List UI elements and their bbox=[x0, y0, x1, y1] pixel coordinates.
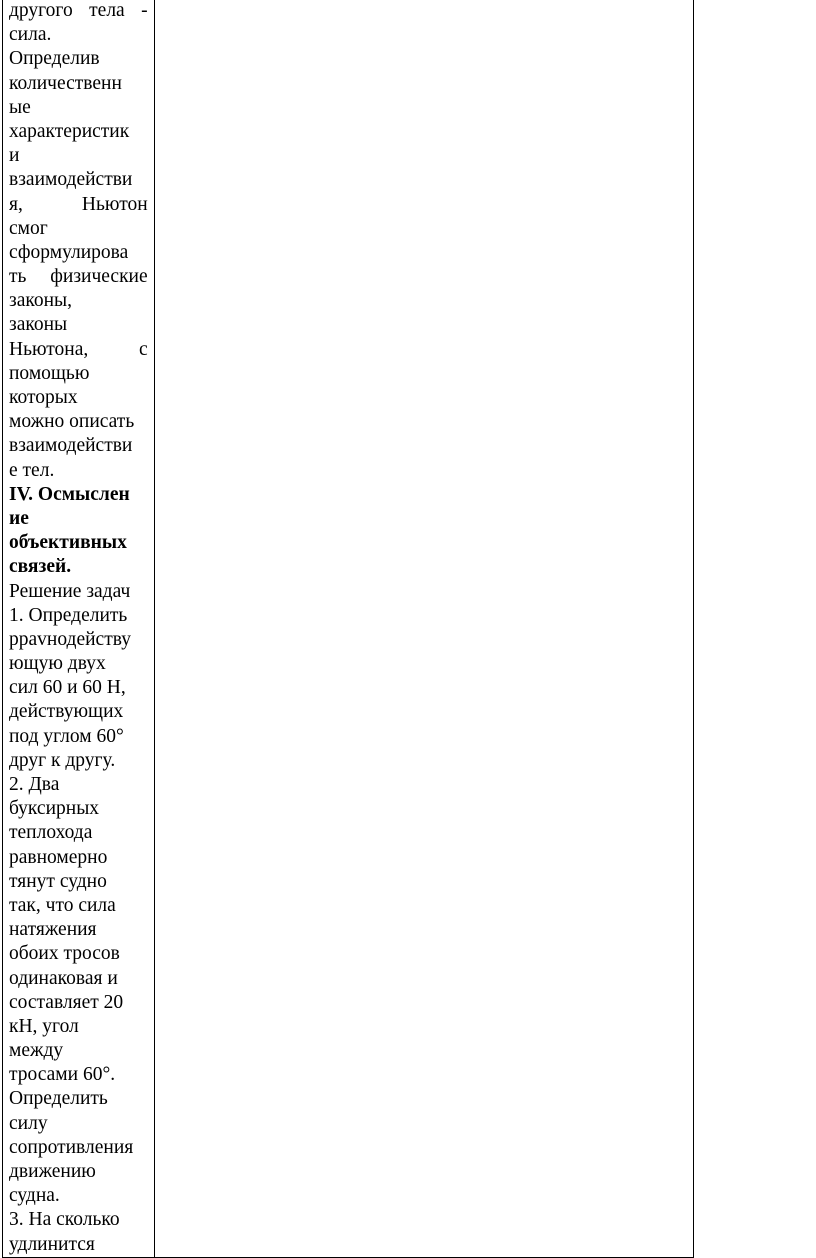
text-line: составляет 20 bbox=[9, 991, 124, 1013]
text-line: 2. Два bbox=[9, 774, 60, 795]
text-line: движению bbox=[9, 1161, 96, 1182]
text-line: 1. Определить bbox=[9, 604, 128, 626]
text-word: с bbox=[139, 338, 148, 360]
text-line: е тел. bbox=[9, 459, 55, 481]
text-line: обоих тросов bbox=[9, 943, 120, 965]
text-line: объективных bbox=[9, 532, 127, 554]
text-line bbox=[9, 338, 148, 362]
text-line bbox=[9, 265, 148, 289]
lesson-table bbox=[2, 0, 694, 1258]
text-word: Ньютон bbox=[81, 193, 148, 215]
text-line: друг к другу. bbox=[9, 749, 116, 771]
text-line: судна. bbox=[9, 1185, 60, 1207]
text-line: равномерно bbox=[9, 846, 108, 868]
text-line: помощью bbox=[9, 362, 90, 384]
text-line: между bbox=[9, 1040, 64, 1062]
text-line: IV. Осмыслен bbox=[9, 483, 130, 505]
empty-notes-cell bbox=[154, 0, 693, 1257]
text-line: тросами 60°. bbox=[9, 1064, 116, 1086]
text-line: взаимодействи bbox=[9, 169, 133, 191]
text-line: действующих bbox=[9, 701, 124, 723]
text-line: законы, bbox=[9, 290, 73, 312]
text-word: - bbox=[141, 0, 148, 21]
text-line: буксирных bbox=[9, 798, 100, 820]
text-line: теплохода bbox=[9, 822, 93, 844]
text-line: сформулирова bbox=[9, 241, 129, 263]
text-line: Определив bbox=[9, 48, 100, 70]
text-line: сила. bbox=[9, 24, 52, 46]
text-word: я, bbox=[9, 193, 23, 215]
text-word: ть bbox=[9, 266, 27, 288]
text-line: можно описать bbox=[9, 411, 135, 433]
lesson-content-text bbox=[3, 0, 154, 1257]
text-line: сопротивления bbox=[9, 1136, 134, 1158]
text-line: кН, угол bbox=[9, 1015, 79, 1037]
text-line: количественн bbox=[9, 72, 122, 94]
text-line: связей. bbox=[9, 556, 72, 578]
table-row bbox=[3, 0, 694, 1257]
text-word: Ньютона, bbox=[9, 338, 89, 360]
text-line: тянут судно bbox=[9, 870, 107, 892]
text-line: так, что сила bbox=[9, 894, 116, 916]
text-word: другого bbox=[9, 0, 73, 21]
text-line: натяжения bbox=[9, 919, 97, 941]
text-line: которых bbox=[9, 387, 78, 408]
text-word: физические bbox=[50, 266, 148, 288]
text-line: Определить bbox=[9, 1088, 108, 1110]
text-line: и bbox=[9, 145, 20, 167]
text-line: удлинится bbox=[9, 1233, 95, 1255]
text-line: законы bbox=[9, 314, 68, 336]
text-line: ие bbox=[9, 507, 29, 529]
text-line: ррavнодейству bbox=[9, 628, 132, 650]
text-line: сил 60 и 60 Н, bbox=[9, 677, 126, 699]
text-word: тела bbox=[89, 0, 125, 21]
text-line bbox=[9, 0, 148, 23]
text-line: смог bbox=[9, 217, 48, 239]
text-line: характеристик bbox=[9, 120, 130, 142]
text-line: 3. На сколько bbox=[9, 1209, 120, 1231]
text-line: силу bbox=[9, 1112, 48, 1134]
lesson-content-cell bbox=[3, 0, 155, 1257]
text-line bbox=[9, 193, 148, 217]
text-line: ые bbox=[9, 96, 31, 118]
text-line: Решение задач bbox=[9, 580, 131, 602]
text-line: одинаковая и bbox=[9, 967, 118, 989]
text-line: под углом 60° bbox=[9, 725, 124, 747]
text-line: ющую двух bbox=[9, 653, 106, 675]
text-line: взаимодействи bbox=[9, 435, 133, 457]
